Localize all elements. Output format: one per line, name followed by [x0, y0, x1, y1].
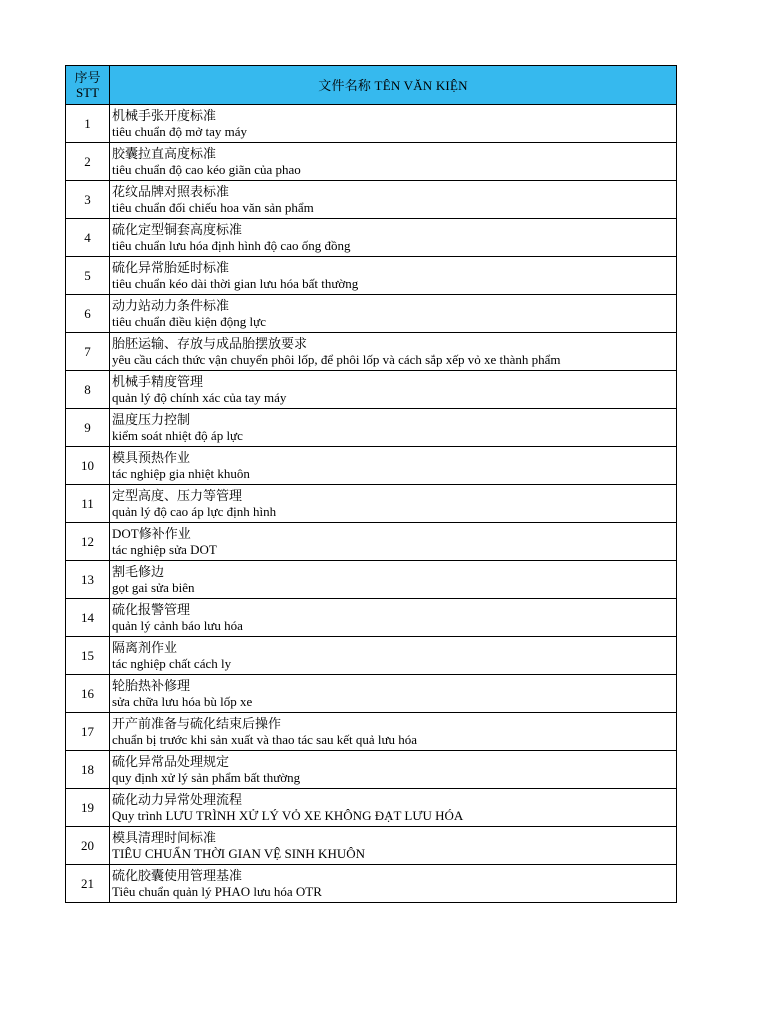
table-row	[66, 751, 677, 789]
table-row	[66, 447, 677, 485]
table-row	[66, 827, 677, 865]
row-name-vi: tiêu chuẩn lưu hóa định hình độ cao ống đồng	[112, 237, 351, 253]
table-row	[66, 561, 677, 599]
row-name-zh: 机械手张开度标准	[112, 107, 217, 123]
row-name-vi: quản lý độ cao áp lực định hình	[112, 503, 277, 519]
row-name-vi: tiêu chuẩn độ cao kéo giãn của phao	[112, 161, 301, 177]
row-document-name	[110, 713, 677, 751]
row-name-zh: 动力站动力条件标准	[112, 297, 230, 313]
row-name-vi: tác nghiệp gia nhiệt khuôn	[112, 465, 250, 481]
row-name-vi: quản lý cảnh báo lưu hóa	[112, 617, 243, 633]
row-name-zh: 定型高度、压力等管理	[112, 487, 243, 503]
row-name-zh: 机械手精度管理	[112, 373, 204, 389]
row-stt: 15	[66, 637, 110, 675]
row-name-zh: 轮胎热补修理	[112, 677, 191, 693]
row-document-name	[110, 561, 677, 599]
row-document-name	[110, 485, 677, 523]
row-stt: 16	[66, 675, 110, 713]
row-name-zh: 硫化报警管理	[112, 601, 191, 617]
row-name-zh: 模具清理时间标准	[112, 829, 217, 845]
table-row	[66, 105, 677, 143]
row-name-vi: yêu cầu cách thức vận chuyển phôi lốp, để phôi lốp và cách sắp xếp vỏ xe thành phẩm	[112, 351, 561, 367]
header-stt-vi: STT	[75, 85, 100, 100]
row-name-zh: 花纹品牌对照表标准	[112, 183, 230, 199]
row-stt: 13	[66, 561, 110, 599]
table-row	[66, 675, 677, 713]
row-name-vi: tiêu chuẩn đối chiếu hoa văn sản phẩm	[112, 199, 314, 215]
row-name-zh: 模具预热作业	[112, 449, 191, 465]
table-row	[66, 865, 677, 903]
row-name-zh: 胶囊拉直高度标准	[112, 145, 217, 161]
row-stt: 3	[66, 181, 110, 219]
row-stt: 5	[66, 257, 110, 295]
table-row	[66, 409, 677, 447]
row-stt: 4	[66, 219, 110, 257]
table-row	[66, 713, 677, 751]
row-stt: 14	[66, 599, 110, 637]
row-document-name	[110, 675, 677, 713]
row-document-name	[110, 295, 677, 333]
row-stt: 19	[66, 789, 110, 827]
row-name-vi: tác nghiệp sửa DOT	[112, 541, 217, 557]
row-stt: 1	[66, 105, 110, 143]
row-name-vi: chuẩn bị trước khi sản xuất và thao tác sau kết quả lưu hóa	[112, 731, 418, 747]
row-name-vi: quản lý độ chính xác của tay máy	[112, 389, 287, 405]
row-stt: 2	[66, 143, 110, 181]
table-row	[66, 637, 677, 675]
row-document-name	[110, 409, 677, 447]
row-name-vi: tiêu chuẩn kéo dài thời gian lưu hóa bất thường	[112, 275, 359, 291]
row-name-zh: 硫化定型铜套高度标准	[112, 221, 243, 237]
row-document-name	[110, 523, 677, 561]
row-document-name	[110, 181, 677, 219]
row-name-vi: Quy trình LƯU TRÌNH XỬ LÝ VỎ XE KHÔNG ĐẠT LƯU HÓA	[112, 807, 464, 823]
row-stt: 12	[66, 523, 110, 561]
row-stt: 7	[66, 333, 110, 371]
table-header-row	[66, 66, 677, 105]
table-row	[66, 333, 677, 371]
table-row	[66, 485, 677, 523]
row-document-name	[110, 827, 677, 865]
document-list-table	[65, 65, 677, 903]
row-document-name	[110, 333, 677, 371]
row-name-zh: 硫化异常胎延时标准	[112, 259, 230, 275]
table-row	[66, 181, 677, 219]
row-name-vi: Tiêu chuẩn quản lý PHAO lưu hóa OTR	[112, 883, 322, 899]
table-row	[66, 295, 677, 333]
row-stt: 21	[66, 865, 110, 903]
row-stt: 8	[66, 371, 110, 409]
row-stt: 11	[66, 485, 110, 523]
row-stt: 20	[66, 827, 110, 865]
row-name-vi: sửa chữa lưu hóa bù lốp xe	[112, 693, 253, 709]
row-name-vi: kiểm soát nhiệt độ áp lực	[112, 427, 243, 443]
row-stt: 18	[66, 751, 110, 789]
row-document-name	[110, 865, 677, 903]
table-row	[66, 257, 677, 295]
row-document-name	[110, 219, 677, 257]
row-name-zh: 开产前准备与硫化结束后操作	[112, 715, 282, 731]
row-name-vi: gọt gai sửa biên	[112, 579, 195, 595]
row-document-name	[110, 447, 677, 485]
row-stt: 6	[66, 295, 110, 333]
row-document-name	[110, 371, 677, 409]
row-name-vi: TIÊU CHUẨN THỜI GIAN VỆ SINH KHUÔN	[112, 845, 365, 861]
table-row	[66, 143, 677, 181]
row-name-vi: tác nghiệp chất cách ly	[112, 655, 232, 671]
row-name-zh: DOT修补作业	[112, 525, 191, 541]
row-name-zh: 隔离剂作业	[112, 639, 178, 655]
row-name-zh: 硫化胶囊使用管理基准	[112, 867, 243, 883]
row-document-name	[110, 257, 677, 295]
header-name-cell	[110, 66, 677, 105]
row-document-name	[110, 599, 677, 637]
row-name-zh: 割毛修边	[112, 563, 165, 579]
row-name-zh: 硫化异常品处理规定	[112, 753, 230, 769]
table-row	[66, 789, 677, 827]
row-document-name	[110, 143, 677, 181]
row-name-zh: 温度压力控制	[112, 411, 191, 427]
header-name-label: 文件名称 TÊN VĂN KIỆN	[318, 77, 468, 93]
row-document-name	[110, 637, 677, 675]
row-name-vi: tiêu chuẩn độ mở tay máy	[112, 123, 248, 139]
row-stt: 17	[66, 713, 110, 751]
table-row	[66, 599, 677, 637]
row-document-name	[110, 105, 677, 143]
header-stt-cell	[66, 66, 110, 105]
row-document-name	[110, 751, 677, 789]
row-stt: 10	[66, 447, 110, 485]
table-row	[66, 523, 677, 561]
table-row	[66, 371, 677, 409]
row-name-vi: tiêu chuẩn điều kiện động lực	[112, 313, 266, 329]
row-name-zh: 胎胚运输、存放与成品胎摆放要求	[112, 335, 308, 351]
row-stt: 9	[66, 409, 110, 447]
table-row	[66, 219, 677, 257]
row-name-vi: quy định xử lý sản phẩm bất thường	[112, 769, 301, 785]
row-name-zh: 硫化动力异常处理流程	[112, 791, 243, 807]
row-document-name	[110, 789, 677, 827]
table-body	[66, 105, 677, 903]
header-stt-zh: 序号	[74, 70, 101, 85]
